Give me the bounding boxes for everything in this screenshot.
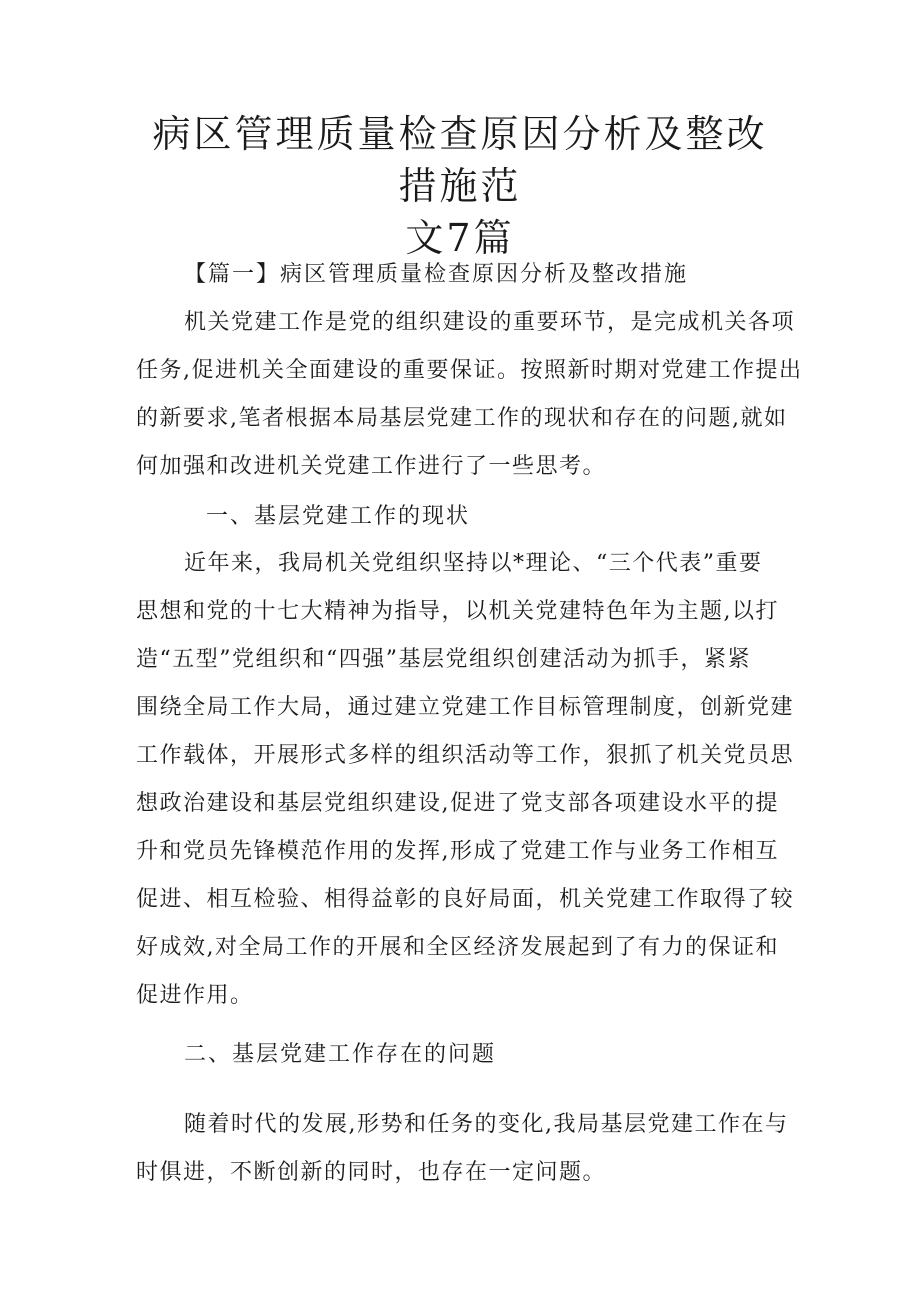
paragraph-2-line-5: 工作载体，开展形式多样的组织活动等工作，狠抓了机关党员思 bbox=[136, 743, 795, 768]
document-title bbox=[140, 108, 780, 264]
paragraph-1-line-1: 机关党建工作是党的组织建设的重要环节，是完成机关各项 bbox=[184, 310, 796, 335]
paragraph-2-line-3: 造“五型”党组织和“四强”基层党组织创建活动为抓手，紧紧 bbox=[136, 647, 751, 672]
section-heading-1: 一、基层党建工作的现状 bbox=[206, 504, 471, 529]
paragraph-3-line-1: 随着时代的发展,形势和任务的变化,我局基层党建工作在与 bbox=[184, 1112, 789, 1137]
paragraph-2-line-10: 促进作用。 bbox=[136, 983, 254, 1008]
article-heading: 【篇一】病区管理质量检查原因分析及整改措施 bbox=[184, 262, 689, 287]
paragraph-2-line-1: 近年来，我局机关党组织坚持以*理论、“三个代表”重要 bbox=[184, 551, 763, 576]
paragraph-2-line-9: 好成效,对全局工作的开展和全区经济发展起到了有力的保证和 bbox=[136, 935, 779, 960]
paragraph-2-line-7: 升和党员先锋模范作用的发挥,形成了党建工作与业务工作相互 bbox=[136, 839, 779, 864]
paragraph-2-line-8: 促进、相互检验、相得益彰的良好局面，机关党建工作取得了较 bbox=[136, 887, 795, 912]
title-line-2: 文7篇 bbox=[405, 216, 515, 260]
section-heading-2: 二、基层党建工作存在的问题 bbox=[184, 1042, 497, 1067]
paragraph-1-line-4: 何加强和改进机关党建工作进行了一些思考。 bbox=[136, 454, 607, 479]
paragraph-3-line-2: 时俱进，不断创新的同时，也存在一定问题。 bbox=[136, 1160, 607, 1185]
title-line-1: 病区管理质量检查原因分析及整改措施范 bbox=[152, 112, 768, 208]
paragraph-2-line-6: 想政治建设和基层党组织建设,促进了党支部各项建设水平的提 bbox=[136, 791, 779, 816]
paragraph-1-line-2: 任务,促进机关全面建设的重要保证。按照新时期对党建工作提出 bbox=[136, 358, 803, 383]
paragraph-2-line-2: 思想和党的十七大精神为指导，以机关党建特色年为主题,以打 bbox=[136, 599, 779, 624]
paragraph-2-line-4: 围绕全局工作大局，通过建立党建工作目标管理制度，创新党建 bbox=[136, 695, 795, 720]
paragraph-1-line-3: 的新要求,笔者根据本局基层党建工作的现状和存在的问题,就如 bbox=[136, 406, 788, 431]
